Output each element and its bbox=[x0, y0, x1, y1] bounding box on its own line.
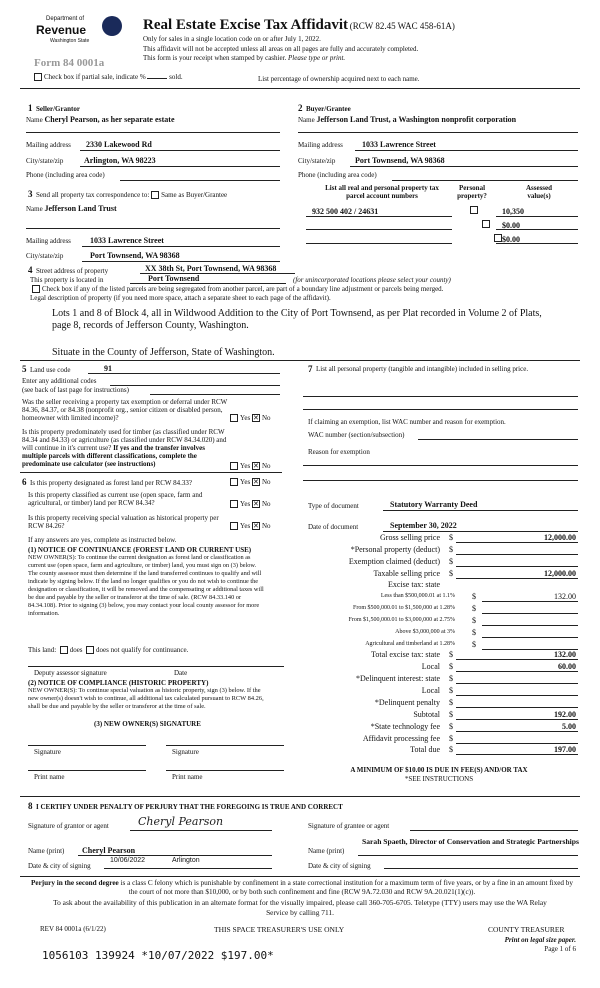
sec6-q3: Is this property receiving special valuation as historical property per RCW 84.26? bbox=[28, 514, 219, 530]
dollar-sign: $ bbox=[472, 604, 476, 613]
field-line bbox=[482, 637, 578, 638]
parcel-col-header-2: Personal property? bbox=[457, 184, 487, 200]
personal-property-checkbox-1[interactable] bbox=[470, 206, 478, 214]
doctype[interactable]: Statutory Warranty Deed bbox=[390, 500, 478, 509]
parcel-value-2[interactable]: $0.00 bbox=[502, 221, 520, 230]
field-line bbox=[88, 373, 280, 374]
total-state-value[interactable]: 132.00 bbox=[554, 650, 576, 659]
dollar-sign: $ bbox=[449, 734, 453, 743]
field-line bbox=[350, 166, 578, 167]
taxcorr-num: 3 bbox=[28, 189, 33, 199]
grantor-signature[interactable]: Cheryl Pearson bbox=[138, 815, 224, 828]
field-line bbox=[482, 601, 578, 602]
doctype-label: Type of document bbox=[308, 502, 359, 510]
property-located-label: This property is located in bbox=[30, 276, 104, 284]
subtotal-value[interactable]: 192.00 bbox=[554, 710, 576, 719]
sig-grantor-label: Signature of grantor or agent bbox=[28, 822, 109, 830]
gross-value[interactable]: 12,000.00 bbox=[544, 533, 576, 542]
sec5-q2a: Is this property predominately used for timber (as classified under RCW 84.34 and 84.33) or agriculture (as classified under RCW 84.34.020) and will continue in it's current use? bbox=[22, 428, 227, 452]
field-line bbox=[303, 465, 578, 466]
buyer-heading bbox=[298, 103, 351, 113]
total-state-label: Total excise tax: state bbox=[371, 650, 440, 659]
field-line bbox=[456, 659, 578, 660]
parcel-col-header-1: List all real and personal property tax parcel account numbers bbox=[325, 184, 439, 200]
sec8-num: 8 bbox=[28, 801, 33, 811]
field-line bbox=[303, 480, 578, 481]
field-line bbox=[166, 745, 284, 746]
legal-size-note: Print on legal size paper. bbox=[504, 936, 576, 944]
land-use-code[interactable]: 91 bbox=[104, 364, 112, 373]
certify-row bbox=[28, 801, 343, 811]
field-line bbox=[456, 707, 578, 708]
no-label: No bbox=[261, 478, 271, 486]
seller-heading-text: Seller/Grantor bbox=[36, 105, 80, 113]
sec6-q3-no-checkbox[interactable]: ✕ bbox=[253, 522, 259, 531]
dollar-sign: $ bbox=[449, 545, 453, 554]
field-line bbox=[383, 531, 578, 532]
field-line bbox=[456, 754, 578, 755]
dollar-sign: $ bbox=[472, 640, 476, 649]
field-line bbox=[482, 625, 578, 626]
new-owner-print-label-2: Print name bbox=[172, 773, 203, 781]
tier2-label: From $500,000.01 to $1,500,000 at 1.28% bbox=[353, 605, 455, 611]
dollar-sign: $ bbox=[472, 616, 476, 625]
field-line bbox=[130, 283, 286, 284]
sec6-q3-yes-checkbox[interactable] bbox=[230, 522, 238, 530]
field-line bbox=[110, 385, 280, 386]
taxcorr-name-label: Name bbox=[26, 205, 43, 213]
field-line bbox=[410, 830, 578, 831]
divider bbox=[20, 876, 580, 877]
sec6-notice2-heading: (2) NOTICE OF COMPLIANCE (HISTORIC PROPERTY) bbox=[28, 679, 209, 687]
sec5-num: 5 bbox=[22, 364, 27, 374]
field-line bbox=[26, 228, 280, 229]
dollar-sign: $ bbox=[472, 592, 476, 601]
dollar-sign: $ bbox=[449, 650, 453, 659]
taxcorr-name[interactable]: Jefferson Land Trust bbox=[44, 204, 117, 213]
sec6-q1-row bbox=[22, 477, 192, 487]
seller-mail[interactable]: 2330 Lakewood Rd bbox=[86, 140, 152, 149]
field-line bbox=[298, 132, 578, 133]
buyer-num: 2 bbox=[298, 103, 303, 113]
buyer-city[interactable]: Port Townsend, WA 98368 bbox=[355, 156, 445, 165]
field-line bbox=[384, 868, 578, 869]
buyer-mail[interactable]: 1033 Lawrence Street bbox=[362, 140, 436, 149]
grantor-date[interactable]: 10/06/2022 bbox=[110, 857, 146, 864]
parcel-value-3[interactable]: $0.00 bbox=[502, 235, 520, 244]
reason-label: Reason for exemption bbox=[308, 448, 370, 456]
field-line bbox=[82, 261, 280, 262]
field-line bbox=[456, 743, 578, 744]
seller-mail-row bbox=[26, 141, 71, 149]
field-line bbox=[456, 719, 578, 720]
exempt-deduct-label: Exemption claimed (deduct) bbox=[348, 557, 440, 566]
addl-codes-note: (see back of last page for instructions) bbox=[22, 386, 129, 394]
parcel-col-header-3: Assessed value(s) bbox=[525, 184, 553, 200]
minimum-fee-note: A MINIMUM OF $10.00 IS DUE IN FEE(S) AND/OR TAX bbox=[350, 766, 528, 774]
partial-sale-sold: sold. bbox=[169, 73, 183, 81]
field-line bbox=[496, 229, 578, 230]
exempt-label: If claiming an exemption, list WAC number and reason for exemption. bbox=[308, 418, 506, 426]
sec5-q2-yes-checkbox[interactable] bbox=[230, 462, 238, 470]
form-title-ref: (RCW 82.45 WAC 458-61A) bbox=[349, 21, 455, 31]
property-unincorp: (for unincorporated locations please select your county) bbox=[293, 276, 451, 284]
field-line bbox=[306, 229, 452, 230]
tier5-label: Agricultural and timberland at 1.28% bbox=[365, 641, 455, 647]
county-treasurer: COUNTY TREASURER bbox=[488, 925, 565, 934]
parcel-value-1[interactable]: 10,350 bbox=[502, 207, 524, 216]
sec5-q1-yes-checkbox[interactable] bbox=[230, 414, 238, 422]
field-line bbox=[78, 855, 272, 856]
field-line bbox=[383, 510, 578, 511]
grantee-print-name[interactable]: Sarah Spaeth, Director of Conservation and Strategic Partnerships bbox=[362, 837, 579, 846]
sec6-num: 6 bbox=[22, 477, 27, 487]
sec5-q1-answer bbox=[230, 414, 271, 422]
taxcorr-same: Same as Buyer/Grantee bbox=[161, 191, 228, 199]
field-line bbox=[80, 150, 280, 151]
boundary-row bbox=[32, 285, 443, 293]
dept-name: Revenue bbox=[36, 23, 87, 37]
delinq-penalty-label: *Delinquent penalty bbox=[374, 698, 440, 707]
techfee-value[interactable]: 5.00 bbox=[562, 722, 576, 731]
sec6-q3-answer bbox=[230, 522, 271, 530]
taxable-value[interactable]: 12,000.00 bbox=[544, 569, 576, 578]
land-does: does bbox=[69, 646, 83, 654]
divider bbox=[20, 360, 580, 361]
sec6-q2: Is this property classified as current use (open space, farm and agricultural, or timber) land per RCW 84.34? bbox=[28, 491, 203, 507]
note3-italic: Please type or print. bbox=[288, 54, 346, 62]
perjury-bold: Perjury in the second degree bbox=[31, 879, 119, 887]
field-line bbox=[456, 683, 578, 684]
yes-label: Yes bbox=[240, 414, 251, 422]
field-line bbox=[82, 246, 280, 247]
certify-text: I CERTIFY UNDER PENALTY OF PERJURY THAT THE FOREGOING IS TRUE AND CORRECT bbox=[36, 803, 343, 811]
seller-name[interactable]: Cheryl Pearson, as her separate estate bbox=[44, 115, 175, 124]
taxcorr-mail-label: Mailing address bbox=[26, 237, 71, 245]
header-note-2: This affidavit will not be accepted unless all areas on all pages are fully and accurately completed. bbox=[143, 45, 419, 53]
personal-deduct-label: *Personal property (deduct) bbox=[350, 545, 440, 554]
form-number: Form 84 0001a bbox=[34, 57, 105, 69]
partial-sale-checkbox[interactable] bbox=[34, 73, 42, 81]
property-num: 4 bbox=[28, 265, 33, 275]
grantor-city[interactable]: Arlington bbox=[172, 857, 200, 864]
total-due-label: Total due bbox=[410, 745, 440, 754]
dor-logo bbox=[30, 14, 130, 60]
rev-number: REV 84 0001a (6/1/22) bbox=[40, 925, 106, 933]
field-line bbox=[166, 770, 284, 771]
sec7-row bbox=[308, 364, 566, 375]
field-line bbox=[26, 132, 280, 133]
gross-label: Gross selling price bbox=[380, 533, 440, 542]
sec5-q2b: If yes and the transfer involves multiple parcels with different classifications, complete the predominate use calculator (see instructions) bbox=[22, 444, 205, 468]
taxable-label: Taxable selling price bbox=[373, 569, 440, 578]
partial-sale-row bbox=[34, 73, 183, 81]
tier4-label: Above $3,000,000 at 3% bbox=[395, 629, 455, 635]
field-line bbox=[456, 542, 578, 543]
dollar-sign: $ bbox=[449, 686, 453, 695]
taxcorr-city[interactable]: Port Townsend, WA 98368 bbox=[90, 251, 180, 260]
sig-grantee-label: Signature of grantee or agent bbox=[308, 822, 390, 830]
no-label: No bbox=[261, 522, 271, 530]
field-line bbox=[80, 166, 280, 167]
total-due-value[interactable]: 197.00 bbox=[554, 745, 576, 754]
tier1-value[interactable]: 132.00 bbox=[554, 592, 576, 601]
wac-label: WAC number (section/subsection) bbox=[308, 431, 405, 439]
field-line bbox=[456, 671, 578, 672]
seller-phone-label: Phone (including area code) bbox=[26, 171, 105, 179]
field-line bbox=[456, 731, 578, 732]
boundary-text: Check box if any of the listed parcels are being segregated from another parcel, are part of a boundary line adjustment or parcels being merged. bbox=[42, 285, 444, 293]
form-title-row bbox=[143, 17, 455, 34]
sec7-num: 7 bbox=[308, 364, 313, 374]
sec5-q2-no-checkbox[interactable]: ✕ bbox=[253, 462, 259, 471]
treasurer-use: THIS SPACE TREASURER'S USE ONLY bbox=[214, 925, 345, 934]
form-title: Real Estate Excise Tax Affidavit bbox=[143, 17, 348, 33]
note3-text: This form is your receipt when stamped by cashier. bbox=[143, 54, 287, 62]
legal-situate[interactable]: Situate in the County of Jefferson, State of Washington. bbox=[52, 347, 275, 358]
sec7-text: List all personal property (tangible and intangible) included in selling price. bbox=[316, 365, 529, 373]
datecity-label: Date & city of signing bbox=[28, 862, 91, 870]
field-line bbox=[28, 666, 284, 667]
delinq-local-label: Local bbox=[421, 686, 440, 695]
taxcorr-city-label: City/state/zip bbox=[26, 252, 64, 260]
delinq-state-label: *Delinquent interest: state bbox=[356, 674, 440, 683]
field-line bbox=[120, 180, 280, 181]
dollar-sign: $ bbox=[449, 698, 453, 707]
field-line bbox=[418, 439, 578, 440]
personal-property-checkbox-3[interactable] bbox=[494, 234, 502, 242]
field-line bbox=[303, 409, 578, 410]
field-line bbox=[28, 770, 146, 771]
personal-property-checkbox-2[interactable] bbox=[482, 220, 490, 228]
taxcorr-row bbox=[28, 189, 227, 199]
pct-ownership-note: List percentage of ownership acquired next to each name. bbox=[258, 75, 420, 83]
land-does-checkbox[interactable] bbox=[60, 646, 68, 654]
sec6-q2-no-checkbox[interactable]: ✕ bbox=[253, 500, 259, 509]
field-line bbox=[456, 578, 578, 579]
land-doesnot: does not qualify for continuance. bbox=[96, 646, 189, 654]
divider bbox=[20, 472, 282, 473]
sec6-q2-answer bbox=[230, 500, 271, 508]
yes-label: Yes bbox=[240, 522, 251, 530]
perjury-text: is a class C felony which is punishable by confinement in a state correctional institution for a maximum term of five years, or by a fine in an amount fixed by the court of not more than $10,000, or by both such confinement and fine (RCW 9A.72.030 and RCW 9A.20.021(1)(c)). bbox=[118, 879, 573, 896]
subtotal-label: Subtotal bbox=[413, 710, 440, 719]
yes-label: Yes bbox=[240, 500, 251, 508]
sec5-q1-no-checkbox[interactable]: ✕ bbox=[253, 414, 259, 423]
alt-format-notice: To ask about the availability of this publication in an alternate format for the visually impaired, please call 360-705-6705. Teletype (TTY) users may use the WA Relay Service by calling 711. bbox=[53, 898, 547, 917]
field-line bbox=[358, 855, 578, 856]
sec6-notice2-body: NEW OWNER(S): To continue special valuation as historic property, sign (3) below. If the new owner(s) doesn't wish to continue, all additional tax calculated pursuant to RCW 84.26, shall be due and payable by the seller or transferor at the time of sale. bbox=[28, 687, 264, 710]
property-street[interactable]: XX 38th St, Port Townsend, WA 98368 bbox=[145, 264, 277, 273]
land-label: This land: bbox=[28, 646, 57, 654]
dollar-sign: $ bbox=[449, 722, 453, 731]
dept-line2: Washington State bbox=[50, 38, 90, 44]
dollar-sign: $ bbox=[449, 533, 453, 542]
sec5-q2-answer bbox=[230, 462, 271, 470]
header-note-3 bbox=[143, 54, 345, 62]
grantor-print-name[interactable]: Cheryl Pearson bbox=[82, 846, 136, 855]
dollar-sign: $ bbox=[449, 662, 453, 671]
field-line bbox=[392, 180, 578, 181]
field-line bbox=[456, 554, 578, 555]
field-line bbox=[104, 868, 272, 869]
dollar-sign: $ bbox=[449, 745, 453, 754]
buyer-name[interactable]: Jefferson Land Trust, a Washington nonprofit corporation bbox=[316, 115, 517, 124]
property-street-row bbox=[28, 265, 108, 275]
field-line bbox=[130, 830, 272, 831]
field-line bbox=[355, 150, 578, 151]
header-note-1: Only for sales in a single location code on or after July 1, 2022. bbox=[143, 35, 321, 43]
datecity-label-2: Date & city of signing bbox=[308, 862, 371, 870]
legal-label: Legal description of property (if you need more space, attach a separate sheet to each page of the affidavit). bbox=[30, 294, 331, 302]
treasurer-stamp: 1056103 139924 *10/07/2022 $197.00* bbox=[42, 949, 274, 962]
tier1-label: Less than $500,000.01 at 1.1% bbox=[380, 593, 455, 599]
no-label: No bbox=[261, 500, 271, 508]
yes-label: Yes bbox=[240, 478, 251, 486]
divider bbox=[20, 88, 580, 89]
sec6-q1: Is this property designated as forest land per RCW 84.33? bbox=[30, 479, 193, 487]
seller-city[interactable]: Arlington, WA 98223 bbox=[84, 156, 156, 165]
buyer-city-label: City/state/zip bbox=[298, 157, 336, 165]
dollar-sign: $ bbox=[449, 569, 453, 578]
land-qualify-row bbox=[28, 646, 188, 654]
dollar-sign: $ bbox=[449, 710, 453, 719]
logo-mark-icon bbox=[102, 16, 122, 36]
buyer-heading-text: Buyer/Grantee bbox=[306, 105, 351, 113]
buyer-phone-label: Phone (including area code) bbox=[298, 171, 377, 179]
buyer-name-label: Name bbox=[298, 116, 315, 124]
seller-city-label: City/state/zip bbox=[26, 157, 64, 165]
sec6-notice1-body: NEW OWNER(S): To continue the current designation as forest land or classification as current use (open space, farm and agriculture, or timber) land, you must sign on (3) below. The county assessor must then determine if the land transferred continues to qualify and will indicate by signing below. If the land no longer qualifies or you do not wish to continue the designation or classification, it will be removed and the compensating or additional taxes will be due and payable by the seller or transferor at the time of sale. (RCW 84.33.140 or 84.34.108). Prior to signing (3) below, you may contact your local county assessor for more information. bbox=[28, 554, 264, 617]
seller-name-row bbox=[26, 115, 175, 124]
field-line bbox=[306, 243, 452, 244]
buyer-mail-label: Mailing address bbox=[298, 141, 343, 149]
sec6-q1-yes-checkbox[interactable] bbox=[230, 478, 238, 486]
name-print-label: Name (print) bbox=[28, 847, 65, 855]
field-line bbox=[496, 243, 578, 244]
sec6-notice3-heading: (3) NEW OWNER(S) SIGNATURE bbox=[94, 720, 201, 728]
new-owner-sig-label-2: Signature bbox=[172, 748, 199, 756]
dollar-sign: $ bbox=[449, 557, 453, 566]
new-owner-sig-label: Signature bbox=[34, 748, 61, 756]
field-line bbox=[482, 613, 578, 614]
field-line bbox=[303, 396, 578, 397]
techfee-label: *State technology fee bbox=[370, 722, 440, 731]
addl-codes-label: Enter any additional codes bbox=[22, 377, 97, 385]
seller-mail-label: Mailing address bbox=[26, 141, 71, 149]
no-label: No bbox=[261, 462, 271, 470]
field-line bbox=[306, 216, 452, 217]
dollar-sign: $ bbox=[472, 628, 476, 637]
field-line bbox=[456, 566, 578, 567]
partial-sale-label: Check box if partial sale, indicate % bbox=[44, 73, 146, 81]
docdate[interactable]: September 30, 2022 bbox=[390, 521, 457, 530]
sec6-q1-no-checkbox[interactable]: ✕ bbox=[253, 478, 259, 487]
deputy-sig-label: Deputy assessor signature bbox=[34, 669, 107, 677]
dept-line1: Department of bbox=[46, 16, 85, 22]
buyer-name-row bbox=[298, 115, 516, 124]
local-label: Local bbox=[421, 662, 440, 671]
local-value[interactable]: 60.00 bbox=[558, 662, 576, 671]
excise-state-label: Excise tax: state bbox=[388, 580, 440, 589]
field-line bbox=[456, 695, 578, 696]
property-located[interactable]: Port Townsend bbox=[148, 274, 200, 283]
yes-label: Yes bbox=[240, 462, 251, 470]
land-use-row bbox=[22, 364, 70, 374]
perjury-notice bbox=[28, 879, 576, 897]
sec6-notice1-heading: (1) NOTICE OF CONTINUANCE (FOREST LAND OR CURRENT USE) bbox=[28, 546, 252, 554]
seller-heading bbox=[28, 103, 80, 113]
taxcorr-mail[interactable]: 1033 Lawrence Street bbox=[90, 236, 164, 245]
see-instructions: *SEE INSTRUCTIONS bbox=[404, 775, 474, 783]
taxcorr-name-row bbox=[26, 204, 117, 213]
sec6-ifyes: If any answers are yes, complete as instructed below. bbox=[28, 536, 177, 544]
sec5-q2 bbox=[22, 428, 228, 468]
deputy-date-label: Date bbox=[174, 669, 188, 677]
divider bbox=[20, 796, 580, 797]
sec5-q1: Was the seller receiving a property tax exemption or deferral under RCW 84.36, 84.37, or 84.38 (nonprofit org., senior citizen or disabled person, homeowner with limited income)? bbox=[22, 398, 228, 422]
page-number: Page 1 of 6 bbox=[544, 945, 576, 953]
name-print-label-2: Name (print) bbox=[308, 847, 345, 855]
new-owner-print-label: Print name bbox=[34, 773, 65, 781]
procfee-label: Affidavit processing fee bbox=[362, 734, 440, 743]
field-line bbox=[496, 216, 578, 217]
boundary-checkbox[interactable] bbox=[32, 285, 40, 293]
legal-description[interactable]: Lots 1 and 8 of Block 4, all in Wildwood Addition to the City of Port Townsend, as per Plat recorded in Volume 2 of Plats, page 8, records of Jefferson County, Washington. bbox=[52, 308, 542, 331]
property-street-label: Street address of property bbox=[36, 267, 109, 275]
seller-name-label: Name bbox=[26, 116, 43, 124]
same-as-buyer-checkbox[interactable] bbox=[151, 191, 159, 199]
field-line bbox=[28, 745, 146, 746]
land-doesnot-checkbox[interactable] bbox=[86, 646, 94, 654]
field-line bbox=[150, 394, 280, 395]
sec6-q1-answer bbox=[230, 478, 271, 486]
no-label: No bbox=[261, 414, 271, 422]
land-use-label: Land use code bbox=[30, 366, 71, 374]
docdate-label: Date of document bbox=[308, 523, 359, 531]
dollar-sign: $ bbox=[449, 674, 453, 683]
sec6-q2-yes-checkbox[interactable] bbox=[230, 500, 238, 508]
seller-num: 1 bbox=[28, 103, 33, 113]
tier3-label: From $1,500,000.01 to $3,000,000 at 2.75% bbox=[348, 617, 455, 623]
taxcorr-text: Send all property tax correspondence to: bbox=[36, 191, 150, 199]
parcel-number-1[interactable]: 932 500 402 / 24631 bbox=[312, 207, 379, 216]
